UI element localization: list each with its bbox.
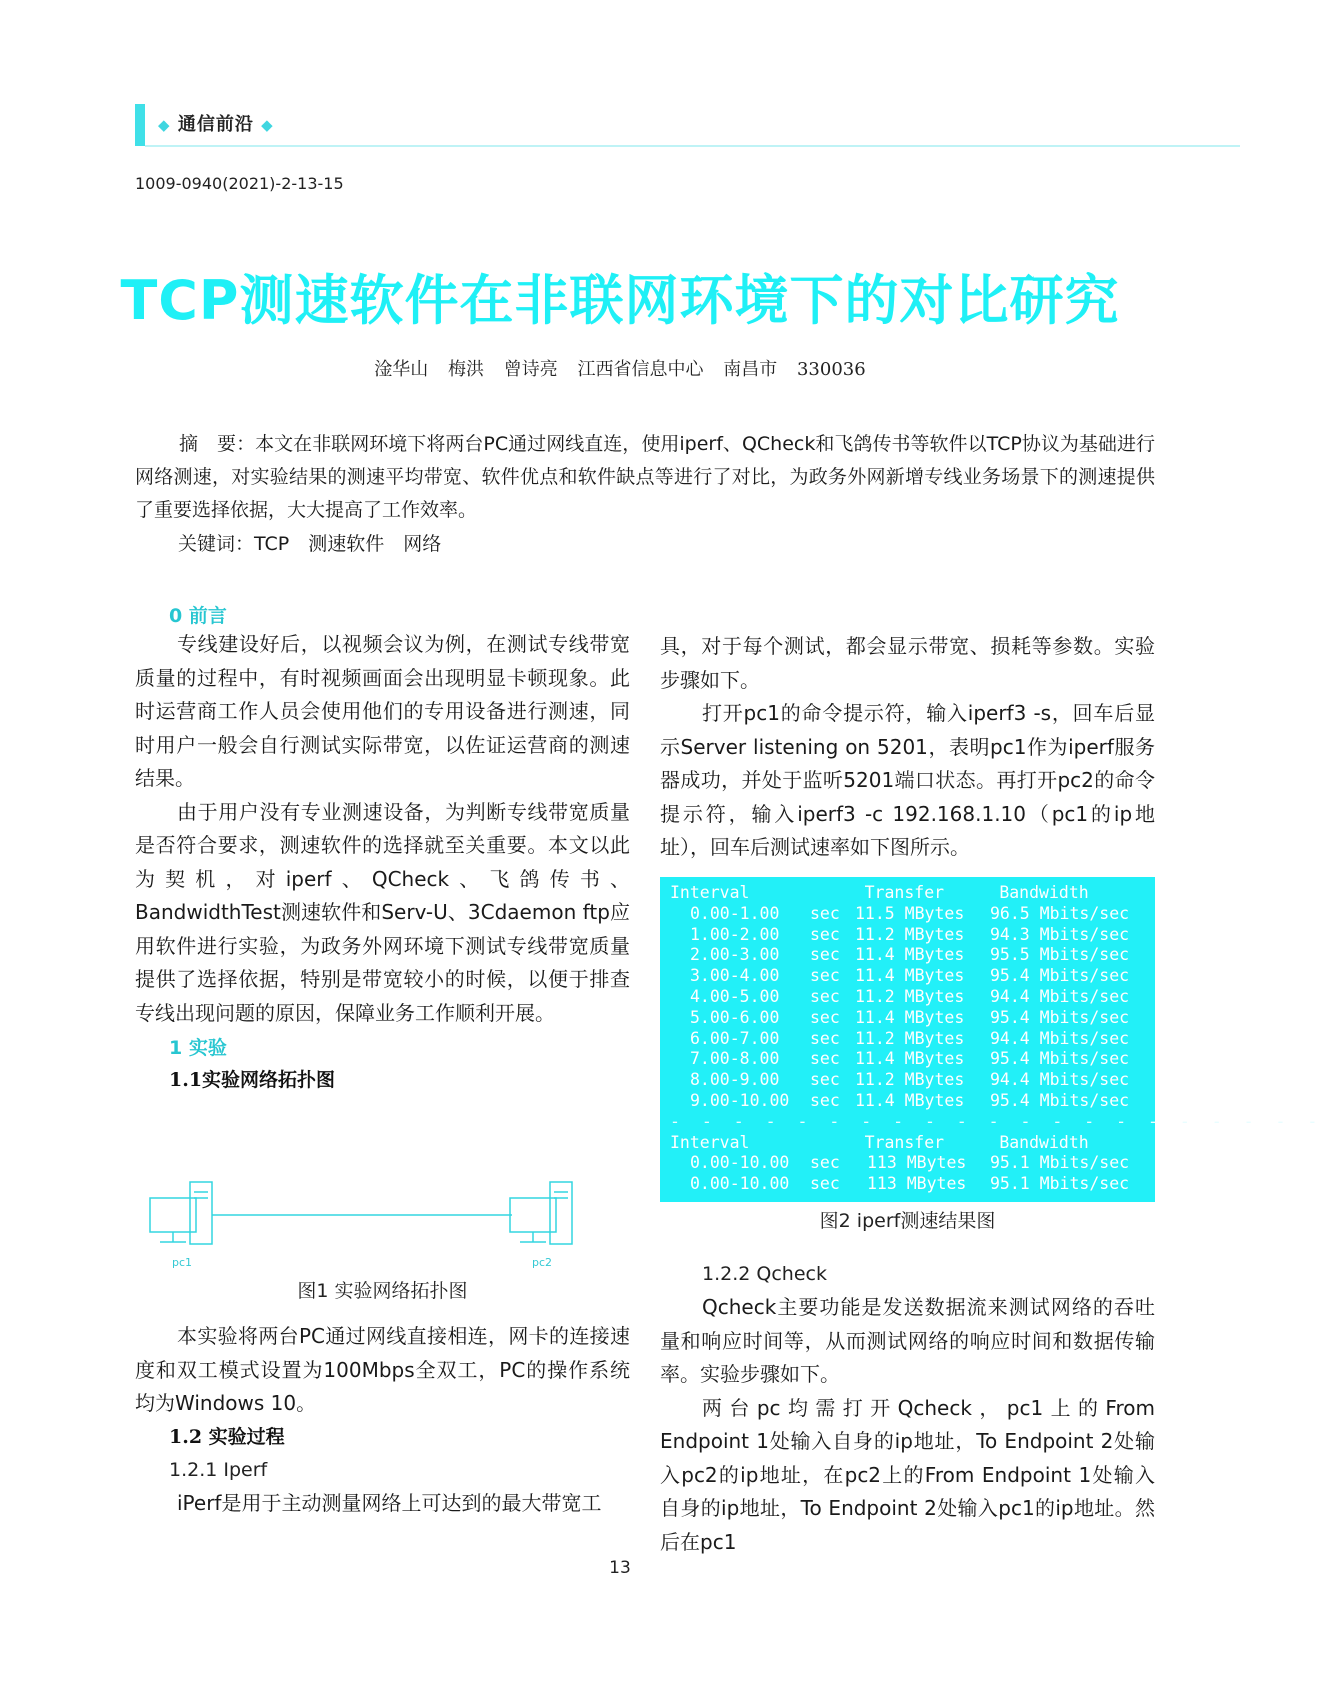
right-text-block-2 xyxy=(660,1291,1155,1559)
issn-code: 1009-0940(2021)-2-13-15 xyxy=(135,174,344,193)
pc2-computer-icon xyxy=(510,1182,572,1244)
header-accent-bar xyxy=(135,104,145,146)
pc2-label: pc2 xyxy=(532,1256,553,1269)
terminal-row: 3.00-4.00 sec 11.4 MBytes 95.4 Mbits/sec xyxy=(690,966,1130,986)
left-text-block-3 xyxy=(135,1487,630,1521)
diamond-icon: ◆ xyxy=(261,116,274,134)
terminal-summary-header: Interval Transfer Bandwidth xyxy=(670,1132,1089,1152)
section-heading-1: 1 实验 xyxy=(169,1037,227,1059)
paragraph: 具，对于每个测试，都会显示带宽、损耗等参数。实验步骤如下。 xyxy=(660,634,1155,692)
terminal-row: 7.00-8.00 sec 11.4 MBytes 95.4 Mbits/sec xyxy=(690,1049,1130,1069)
section-label: 通信前沿 xyxy=(177,114,254,135)
right-text-block-1 xyxy=(660,630,1155,865)
terminal-summary-row: 0.00-10.00 sec 113 MBytes 95.1 Mbits/sec xyxy=(690,1174,1130,1194)
page-number: 13 xyxy=(609,1558,631,1578)
header-rule xyxy=(145,145,1240,147)
pc1-label: pc1 xyxy=(172,1256,193,1269)
terminal-row: 6.00-7.00 sec 11.2 MBytes 94.4 Mbits/sec xyxy=(690,1028,1130,1048)
subsection-heading-1-2: 1.2 实验过程 xyxy=(169,1426,285,1448)
article-title: TCP测速软件在非联网环境下的对比研究 xyxy=(120,269,1120,332)
paragraph: Qcheck主要功能是发送数据流来测试网络的吞吐量和响应时间等，从而测试网络的响应时间和数据传输率。实验步骤如下。 xyxy=(660,1295,1155,1386)
terminal-separator: - - - - - - - - - - - - - - - - - - - - - xyxy=(670,1111,1323,1131)
keywords: 关键词：TCP 测速软件 网络 xyxy=(178,533,442,555)
author-name: 曾诗亮 xyxy=(503,359,558,380)
terminal-row: 4.00-5.00 sec 11.2 MBytes 94.4 Mbits/sec xyxy=(690,986,1130,1006)
terminal-row: 8.00-9.00 sec 11.2 MBytes 94.4 Mbits/sec xyxy=(690,1070,1130,1090)
paragraph: 专线建设好后，以视频会议为例，在测试专线带宽质量的过程中，有时视频画面会出现明显卡顿现象。此时运营商工作人员会使用他们的专用设备进行测速，同时用户一般会自行测试实际带宽，以佐证运营商的测速结果。 xyxy=(135,632,630,790)
figure-1-caption: 图1 实验网络拓扑图 xyxy=(297,1280,468,1302)
left-text-block-1 xyxy=(135,628,630,1030)
terminal-row: 9.00-10.00 sec 11.4 MBytes 95.4 Mbits/sec xyxy=(690,1090,1130,1110)
network-topology-diagram xyxy=(150,1180,630,1280)
paragraph: iPerf是用于主动测量网络上可达到的最大带宽工 xyxy=(177,1491,602,1515)
terminal-row: 1.00-2.00 sec 11.2 MBytes 94.3 Mbits/sec xyxy=(690,924,1130,944)
abstract: 摘 要：本文在非联网环境下将两台PC通过网线直连，使用iperf、QCheck和飞鸽传书等软件以TCP协议为基础进行网络测速，对实验结果的测速平均带宽、软件优点和软件缺点等进行了对比，为政务外网新增专线业务场景下的测速提供了重要选择依据，大大提高了工作效率。 xyxy=(135,433,1155,521)
author-name: 梅洪 xyxy=(448,359,485,380)
paragraph: 两台pc均需打开Qcheck，pc1上的From Endpoint 1处输入自身的ip地址，To Endpoint 2处输入pc2的ip地址，在pc2上的From Endpoint 1处输入自身的ip地址，To Endpoint 2处输入pc1的ip地址。然后在pc1 xyxy=(660,1395,1155,1554)
section-header xyxy=(158,110,274,136)
pc1-computer-icon xyxy=(150,1182,212,1244)
paragraph: 本实验将两台PC通过网线直接相连，网卡的连接速度和双工模式设置为100Mbps全双工，PC的操作系统均为Windows 10。 xyxy=(135,1324,630,1415)
author-city: 南昌市 xyxy=(723,359,778,380)
diamond-icon: ◆ xyxy=(158,116,171,134)
terminal-summary-row: 0.00-10.00 sec 113 MBytes 95.1 Mbits/sec xyxy=(690,1153,1130,1173)
subsubsection-heading-1-2-2: 1.2.2 Qcheck xyxy=(702,1263,827,1285)
author-line xyxy=(0,355,1240,381)
terminal-row: 0.00-1.00 sec 11.5 MBytes 96.5 Mbits/sec xyxy=(690,903,1130,923)
paragraph: 由于用户没有专业测速设备，为判断专线带宽质量是否符合要求，测速软件的选择就至关重要。本文以此为契机，对iperf、QCheck、飞鸽传书、BandwidthTest测速软件和Serv-U、3Cdaemon ftp应用软件进行实验，为政务外网环境下测试专线带宽质量提供了选择依据，特别是带宽较小的时候，以便于排查专线出现问题的原因，保障业务工作顺利开展。 xyxy=(135,799,630,1025)
author-postcode: 330036 xyxy=(796,359,866,380)
figure-2-caption: 图2 iperf测速结果图 xyxy=(819,1210,996,1232)
author-name: 淦华山 xyxy=(374,359,429,380)
author-affiliation: 江西省信息中心 xyxy=(577,359,704,380)
left-text-block-2 xyxy=(135,1320,630,1421)
terminal-header-row: Interval Transfer Bandwidth xyxy=(670,883,1089,902)
terminal-row: 2.00-3.00 sec 11.4 MBytes 95.5 Mbits/sec xyxy=(690,945,1130,965)
terminal-row: 5.00-6.00 sec 11.4 MBytes 95.4 Mbits/sec xyxy=(690,1007,1130,1027)
iperf-terminal-output xyxy=(660,877,1323,1202)
subsection-heading-1-1: 1.1实验网络拓扑图 xyxy=(169,1069,336,1091)
paragraph: 打开pc1的命令提示符，输入iperf3 -s，回车后显示Server listening on 5201，表明pc1作为iperf服务器成功，并处于监听5201端口状态。再打开pc2的命令提示符，输入iperf3 -c 192.168.1.10（pc1的ip地址），回车后测试速率如下图所示。 xyxy=(660,701,1155,859)
section-heading-0: 0 前言 xyxy=(169,605,227,627)
subsubsection-heading-1-2-1: 1.2.1 Iperf xyxy=(169,1459,268,1481)
